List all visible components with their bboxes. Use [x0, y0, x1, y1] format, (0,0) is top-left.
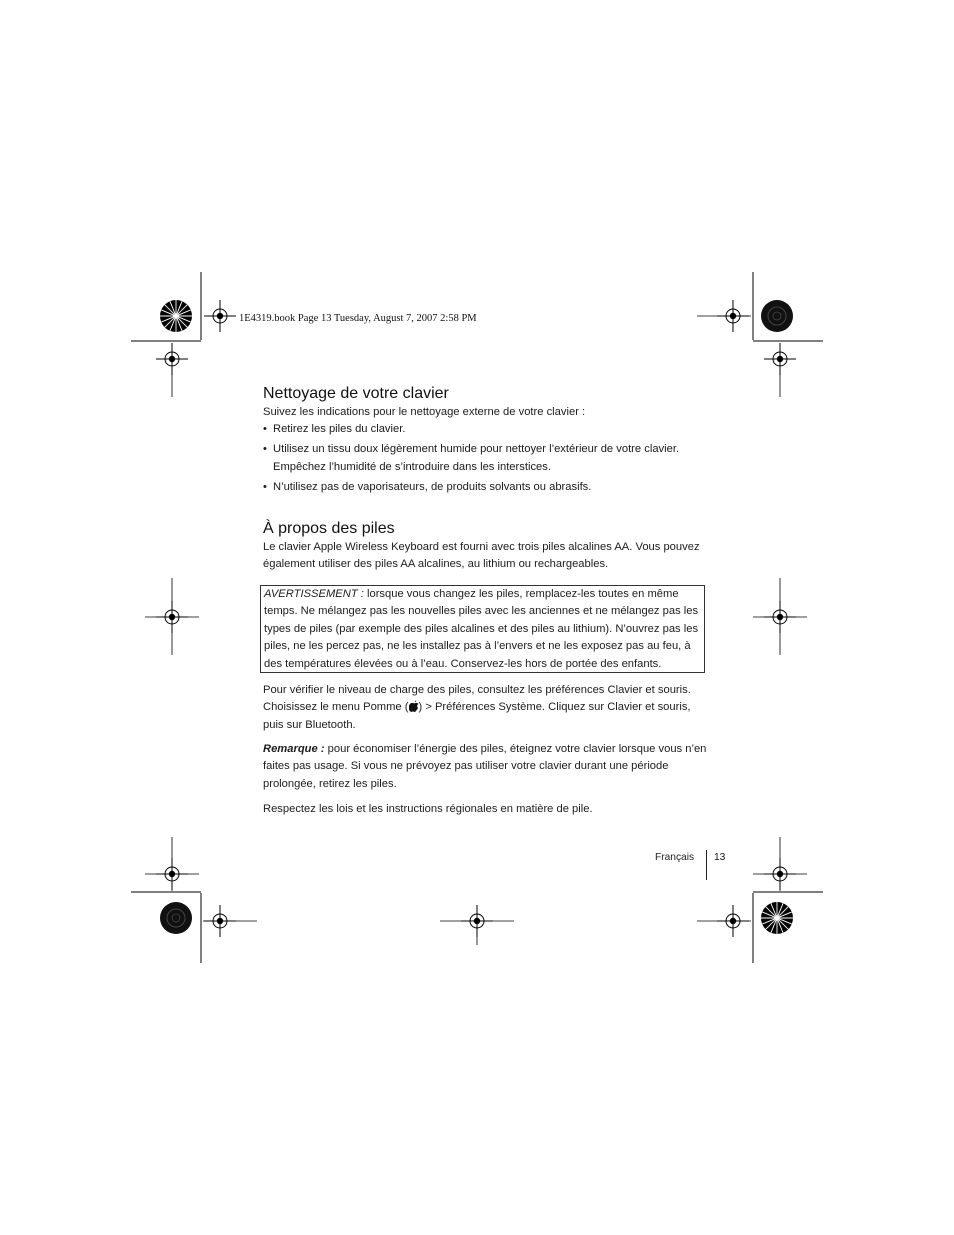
section-title-cleaning: Nettoyage de votre clavier: [263, 385, 449, 402]
page-number: 13: [714, 852, 726, 863]
warning-box: [260, 585, 705, 673]
apple-logo-icon: [409, 700, 419, 712]
bullet-icon: •: [263, 423, 267, 435]
warning-text: AVERTISSEMENT : lorsque vous changez les piles, remplacez-les toutes en même temps. Ne mélangez pas les nouvelles piles avec les anciennes et ne mélangez pas les types de piles (par exemple des piles alcalines et des piles au lithium). N’ouvrez pas les piles, ne les percez pas, ne les installez pas à l’envers et ne les exposez pas au feu, à des températures élevées ou à l’eau. Conservez-les hors de portée des enfants.: [264, 588, 699, 670]
batteries-intro: Le clavier Apple Wireless Keyboard est fourni avec trois piles alcalines AA. Vous pouvez également utiliser des piles AA alcalines, au lithium ou rechargeables.: [263, 541, 700, 571]
list-item: • N’utilisez pas de vaporisateurs, de produits solvants ou abrasifs.: [263, 479, 708, 496]
bullet-icon: •: [263, 481, 267, 494]
note-paragraph: Remarque : pour économiser l’énergie des piles, éteignez votre clavier lorsque vous n’en faites pas usage. Si vous ne prévoyez pas utiliser votre clavier durant une période prolongée, retirez les piles.: [263, 743, 707, 790]
footer-language: Français: [655, 852, 695, 863]
battery-level-paragraph: Pour vérifier le niveau de charge des piles, consultez les préférences Clavier et souris. Choisissez le menu Pomme ( ) > Préférences Système. Cliquez sur Clavier et souris, puis sur Bluetooth.: [263, 684, 691, 731]
section-title-batteries: À propos des piles: [263, 520, 395, 537]
warning-label: AVERTISSEMENT :: [264, 588, 364, 600]
cleaning-bullet-list: [263, 421, 708, 500]
bullet-icon: •: [263, 443, 267, 456]
cleaning-intro: Suivez les indications pour le nettoyage externe de votre clavier :: [263, 406, 586, 418]
list-item: • Utilisez un tissu doux légèrement humide pour nettoyer l’extérieur de votre clavier. Empêchez l’humidité de s’introduire dans les interstices.: [263, 443, 680, 473]
print-slug: 1E4319.book Page 13 Tuesday, August 7, 2007 2:58 PM: [239, 313, 477, 324]
laws-paragraph: Respectez les lois et les instructions régionales en matière de pile.: [263, 803, 593, 815]
list-item: • Retirez les piles du clavier.: [263, 421, 708, 438]
footer-divider: [706, 850, 707, 880]
note-label: Remarque :: [263, 743, 325, 755]
